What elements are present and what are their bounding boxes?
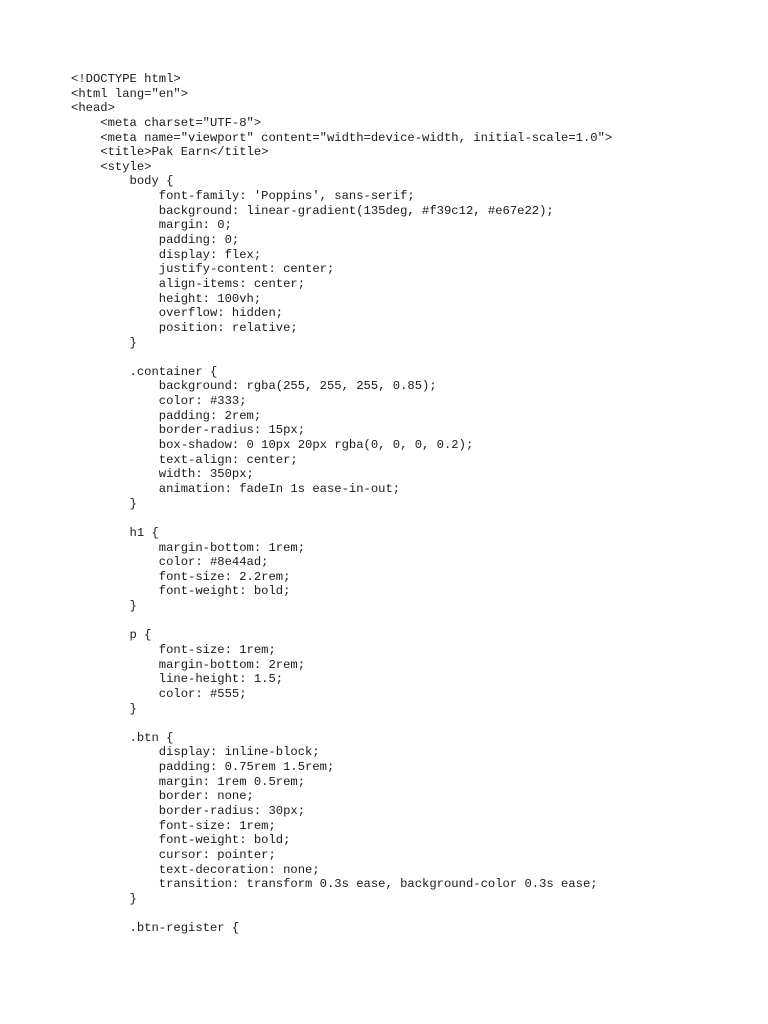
code-line: display: inline-block;: [71, 745, 320, 760]
code-line: font-size: 1rem;: [71, 818, 276, 833]
code-line: h1 {: [71, 525, 159, 540]
code-line: border-radius: 30px;: [71, 804, 306, 819]
code-line: margin-bottom: 2rem;: [71, 657, 306, 672]
code-line: justify-content: center;: [71, 262, 335, 277]
code-line: font-weight: bold;: [71, 584, 291, 599]
code-line: cursor: pointer;: [71, 847, 276, 862]
code-line: display: flex;: [71, 247, 262, 262]
code-line: }: [71, 599, 137, 614]
code-line: line-height: 1.5;: [71, 672, 284, 687]
code-line: color: #8e44ad;: [71, 555, 269, 570]
code-line: .container {: [71, 364, 218, 379]
code-line: font-family: 'Poppins', sans-serif;: [71, 189, 415, 204]
code-line: font-size: 1rem;: [71, 642, 276, 657]
code-line: .btn-register {: [71, 921, 240, 936]
code-line: padding: 0.75rem 1.5rem;: [71, 760, 335, 775]
code-line: }: [71, 701, 137, 716]
code-line: border-radius: 15px;: [71, 423, 306, 438]
code-line: padding: 0;: [71, 233, 240, 248]
code-line: border: none;: [71, 789, 254, 804]
code-line: margin: 0;: [71, 218, 232, 233]
code-line: margin-bottom: 1rem;: [71, 540, 306, 555]
code-line: overflow: hidden;: [71, 306, 284, 321]
code-line: }: [71, 891, 137, 906]
code-line: body {: [71, 174, 174, 189]
code-line: padding: 2rem;: [71, 408, 262, 423]
code-listing: [71, 72, 612, 936]
code-line: .btn {: [71, 730, 174, 745]
code-line: text-align: center;: [71, 452, 298, 467]
code-line: <html lang="en">: [71, 86, 189, 101]
code-line: }: [71, 335, 137, 350]
code-line: position: relative;: [71, 320, 298, 335]
code-line: [71, 614, 612, 629]
code-line: [71, 511, 612, 526]
code-line: margin: 1rem 0.5rem;: [71, 774, 306, 789]
code-line: <style>: [71, 159, 152, 174]
code-line: color: #555;: [71, 686, 247, 701]
code-line: background: rgba(255, 255, 255, 0.85);: [71, 379, 437, 394]
code-line: color: #333;: [71, 394, 247, 409]
code-line: [71, 907, 612, 922]
code-line: [71, 350, 612, 365]
code-line: animation: fadeIn 1s ease-in-out;: [71, 481, 401, 496]
code-line: text-decoration: none;: [71, 862, 320, 877]
code-line: <meta charset="UTF-8">: [71, 115, 262, 130]
code-line: [71, 716, 612, 731]
code-line: align-items: center;: [71, 276, 306, 291]
code-line: background: linear-gradient(135deg, #f39c12, #e67e22);: [71, 203, 554, 218]
code-line: <head>: [71, 101, 115, 116]
code-line: }: [71, 496, 137, 511]
code-line: font-size: 2.2rem;: [71, 569, 291, 584]
code-line: <meta name="viewport" content="width=device-width, initial-scale=1.0">: [71, 130, 613, 145]
code-line: height: 100vh;: [71, 291, 262, 306]
code-line: box-shadow: 0 10px 20px rgba(0, 0, 0, 0.2);: [71, 438, 474, 453]
code-line: <title>Pak Earn</title>: [71, 145, 269, 160]
code-line: transition: transform 0.3s ease, background-color 0.3s ease;: [71, 877, 598, 892]
code-line: <!DOCTYPE html>: [71, 72, 181, 86]
code-line: p {: [71, 628, 152, 643]
code-line: font-weight: bold;: [71, 833, 291, 848]
code-line: width: 350px;: [71, 467, 254, 482]
